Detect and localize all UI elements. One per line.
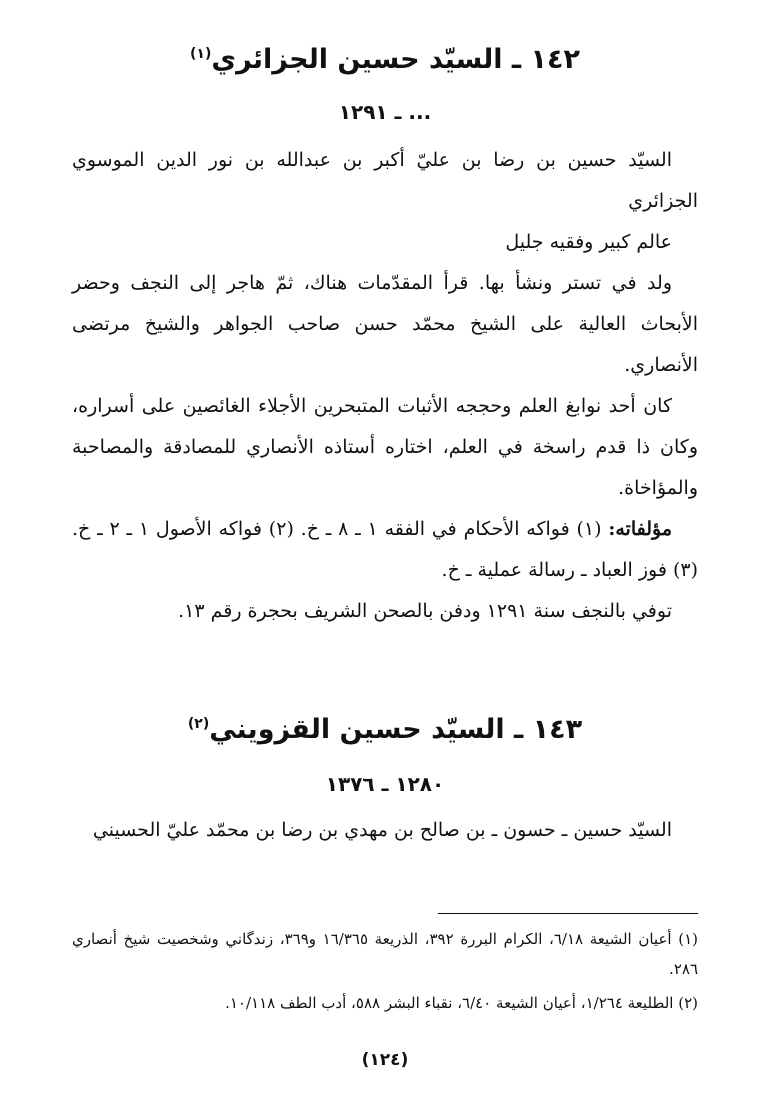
entry-1-dates: ... ـ ١٢٩١: [338, 100, 432, 124]
entry-1-heading-text: ١٤٢ ـ السيّد حسين الجزائري: [211, 44, 580, 75]
entry-1-dates-block: [72, 100, 698, 124]
works-text: (١) فواكه الأحكام في الفقه ١ ـ ٨ ـ خ. (٢) فواكه الأصول ١ ـ ٢ ـ خ. (٣) فوز العباد ـ رسالة عملية ـ خ.: [72, 518, 698, 581]
footnote-ref-1[interactable]: (١): [190, 46, 212, 62]
footnotes: [72, 924, 698, 1018]
page: [72, 0, 698, 1105]
entry-2-heading: [72, 714, 698, 746]
entry-2-heading-block: [72, 714, 698, 746]
entry-1-works: [72, 509, 698, 591]
footnote-divider: [438, 913, 698, 914]
entry-1-biography: ولد في تستر ونشأ بها. قرأ المقدّمات هناك، ثمّ هاجر إلى النجف وحضر الأبحاث العالية على الشيخ محمّد حسن صاحب الجواهر والشيخ مرتضى الأنصاري.: [72, 272, 698, 376]
entry-1-death: توفي بالنجف سنة ١٢٩١ ودفن بالصحن الشريف بحجرة رقم ١٣.: [178, 600, 672, 622]
entry-1-heading-block: [72, 44, 698, 76]
entry-1-heading: [72, 44, 698, 76]
footnote-2: (٢) الطليعة ١/٢٦٤، أعيان الشيعة ٦/٤٠، نقباء البشر ٥٨٨، أدب الطف ١٠/١١٨.: [225, 994, 698, 1012]
page-number: (١٢٤): [361, 1050, 409, 1070]
footnote-ref-2[interactable]: (٢): [187, 716, 210, 732]
entry-1-description: عالم كبير وفقيه جليل: [505, 231, 672, 253]
entry-2-heading-text: ١٤٣ ـ السيّد حسين القزويني: [209, 714, 583, 745]
entry-1-body: [72, 140, 698, 632]
entry-2-body: [72, 810, 698, 851]
entry-1-scholarship: كان أحد نوابغ العلم وحججه الأثبات المتبحرين الأجلاء الغائصين على أسراره، وكان ذا قدم راسخة في العلم، اختاره أستاذه الأنصاري للمصادقة والمصاحبة والمؤاخاة.: [72, 395, 698, 499]
entry-2-lineage: السيّد حسين ـ حسون ـ بن صالح بن مهدي بن رضا بن محمّد عليّ الحسيني: [92, 819, 672, 841]
footnote-1: (١) أعيان الشيعة ٦/١٨، الكرام البررة ٣٩٢، الذريعة ١٦/٣٦٥ و٣٦٩، زندگاني وشخصيت شيخ أنصاري ٢٨٦.: [72, 930, 699, 978]
entry-1-lineage: السيّد حسين بن رضا بن عليّ أكبر بن عبدالله بن نور الدين الموسوي الجزائري: [72, 149, 698, 212]
entry-2-dates-block: [72, 772, 698, 796]
works-label: مؤلفاته:: [608, 518, 673, 540]
entry-2-dates: ١٢٨٠ ـ ١٣٧٦: [325, 772, 445, 796]
